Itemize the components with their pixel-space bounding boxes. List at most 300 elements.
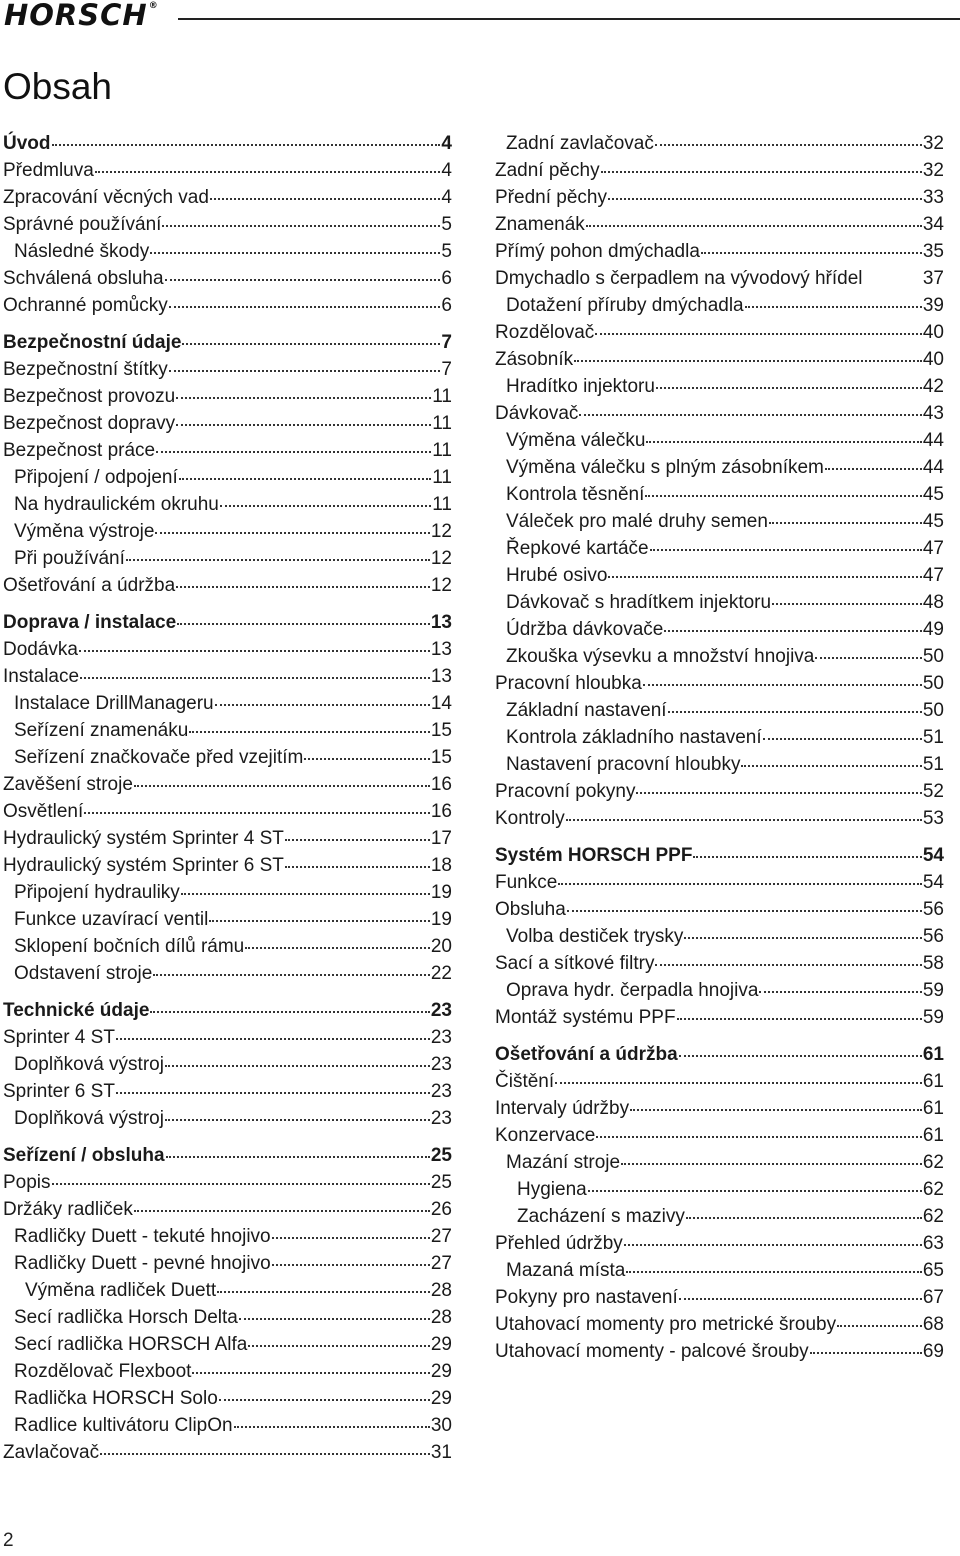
toc-entry[interactable] <box>495 508 944 535</box>
toc-entry-page: 28 <box>430 1307 452 1328</box>
toc-entry-title: Sprinter 6 ST <box>3 1081 115 1102</box>
toc-entry-title: Následné škody <box>14 241 150 262</box>
toc-entry-page: 23 <box>430 1108 452 1129</box>
toc-entry[interactable] <box>3 798 452 825</box>
dot-leader <box>684 936 921 939</box>
toc-entry[interactable] <box>495 562 944 589</box>
toc-entry-page: 15 <box>430 747 452 768</box>
toc-entry[interactable] <box>3 238 452 265</box>
toc-entry[interactable] <box>3 636 452 663</box>
toc-entry[interactable] <box>3 356 452 383</box>
toc-entry-title: Sací a sítkové filtry <box>495 953 655 974</box>
dot-leader <box>181 892 430 895</box>
dot-leader <box>162 224 440 227</box>
toc-entry[interactable] <box>495 130 944 157</box>
toc-entry-title: Bezpečnost dopravy <box>3 413 176 434</box>
dot-leader <box>52 143 441 146</box>
toc-section-heading[interactable] <box>3 329 452 356</box>
toc-entry[interactable] <box>3 292 452 319</box>
toc-entry-page: 29 <box>430 1388 452 1409</box>
toc-entry-page: 51 <box>922 754 944 775</box>
toc-entry-page: 51 <box>922 727 944 748</box>
toc-entry-title: Základní nastavení <box>506 700 667 721</box>
toc-entry[interactable] <box>3 1304 452 1331</box>
toc-section-heading[interactable] <box>3 130 452 157</box>
toc-entry[interactable] <box>495 1176 944 1203</box>
toc-entry[interactable] <box>3 157 452 184</box>
toc-entry-page: 25 <box>430 1145 452 1166</box>
toc-entry[interactable] <box>495 869 944 896</box>
toc-entry-title: Sprinter 4 ST <box>3 1027 115 1048</box>
toc-entry-title: Kontroly <box>495 808 565 829</box>
toc-entry[interactable] <box>495 1311 944 1338</box>
toc-entry[interactable] <box>3 265 452 292</box>
page-header <box>0 0 960 34</box>
toc-entry-page: 17 <box>430 828 452 849</box>
toc-entry-page: 32 <box>922 133 944 154</box>
toc-entry-page: 5 <box>441 241 452 262</box>
toc-entry-title: Výměna výstroje <box>14 521 155 542</box>
toc-entry[interactable] <box>495 589 944 616</box>
toc-entry-title: Připojení hydrauliky <box>14 882 180 903</box>
toc-entry-page: 23 <box>430 1081 452 1102</box>
dot-leader <box>693 855 921 858</box>
toc-entry-title: Váleček pro malé druhy semen <box>506 511 768 532</box>
toc-entry[interactable] <box>495 319 944 346</box>
toc-entry[interactable] <box>3 383 452 410</box>
toc-entry-page: 67 <box>922 1287 944 1308</box>
toc-entry[interactable] <box>3 1412 452 1439</box>
toc-entry-title: Obsluha <box>495 899 566 920</box>
toc-entry-title: Doplňková výstroj <box>14 1108 164 1129</box>
toc-entry-page: 61 <box>922 1125 944 1146</box>
toc-entry-title: Dmychadlo s čerpadlem na vývodový hřídel <box>495 268 863 289</box>
toc-entry-page: 53 <box>922 808 944 829</box>
toc-entry[interactable] <box>3 184 452 211</box>
toc-entry-title: Zavlačovač <box>3 1442 100 1463</box>
toc-entry-title: Osvětlení <box>3 801 84 822</box>
toc-entry-title: Předmluva <box>3 160 94 181</box>
toc-entry-title: Nastavení pracovní hloubky <box>506 754 741 775</box>
toc-entry[interactable] <box>495 950 944 977</box>
toc-entry[interactable] <box>495 535 944 562</box>
toc-entry-title: Zkouška výsevku a množství hnojiva <box>506 646 815 667</box>
dot-leader <box>95 170 441 173</box>
dot-leader <box>192 1371 429 1374</box>
toc-entry[interactable] <box>495 481 944 508</box>
toc-entry[interactable] <box>495 373 944 400</box>
toc-entry-page: 32 <box>922 160 944 181</box>
toc-entry-page: 44 <box>922 430 944 451</box>
toc-entry-page: 61 <box>922 1044 944 1065</box>
toc-entry-title: Hradítko injektoru <box>506 376 655 397</box>
dot-leader <box>239 1317 430 1320</box>
dot-leader <box>153 973 430 976</box>
toc-entry-title: Technické údaje <box>3 1000 150 1021</box>
toc-entry[interactable] <box>495 643 944 670</box>
dot-leader <box>176 396 431 399</box>
toc-entry-title: Rozdělovač Flexboot <box>14 1361 192 1382</box>
dot-leader <box>863 280 923 281</box>
toc-entry-page: 65 <box>922 1260 944 1281</box>
toc-entry[interactable] <box>495 1230 944 1257</box>
toc-entry-page: 42 <box>922 376 944 397</box>
dot-leader <box>596 1135 922 1138</box>
toc-entry-title: Držáky radliček <box>3 1199 133 1220</box>
toc-entry-title: Výměna radliček Duett <box>25 1280 217 1301</box>
dot-leader <box>759 990 921 993</box>
toc-entry-title: Řepkové kartáče <box>506 538 649 559</box>
toc-entry-title: Radličky Duett - pevné hnojivo <box>14 1253 271 1274</box>
toc-entry-title: Seřízení značkovače před vzejitím <box>14 747 304 768</box>
dot-leader <box>837 1324 922 1327</box>
toc-entry[interactable] <box>3 1078 452 1105</box>
dot-leader <box>621 1162 922 1165</box>
dot-leader <box>165 1064 430 1067</box>
toc-entry-title: Odstavení stroje <box>14 963 153 984</box>
dot-leader <box>608 197 922 200</box>
toc-entry-page: 4 <box>441 160 452 181</box>
toc-entry-title: Hygiena <box>517 1179 587 1200</box>
toc-entry-page: 58 <box>922 953 944 974</box>
section-gap <box>3 319 452 329</box>
toc-entry[interactable] <box>495 1068 944 1095</box>
toc-entry-page: 7 <box>441 359 452 380</box>
dot-leader <box>772 602 922 605</box>
toc-entry[interactable] <box>495 697 944 724</box>
toc-entry[interactable] <box>495 1284 944 1311</box>
toc-entry-page: 23 <box>430 1000 452 1021</box>
toc-entry-page: 11 <box>432 440 452 461</box>
toc-entry-title: Znamenák <box>495 214 585 235</box>
toc-entry-page: 30 <box>430 1415 452 1436</box>
dot-leader <box>176 585 430 588</box>
toc-entry-title: Rozdělovač <box>495 322 595 343</box>
toc-entry-page: 37 <box>922 268 944 289</box>
toc-entry[interactable] <box>495 1257 944 1284</box>
dot-leader <box>636 791 921 794</box>
dot-leader <box>566 818 922 821</box>
toc-entry[interactable] <box>3 663 452 690</box>
toc-entry-page: 14 <box>430 693 452 714</box>
dot-leader <box>219 1398 430 1401</box>
dot-leader <box>579 413 921 416</box>
toc-entry[interactable] <box>3 1358 452 1385</box>
toc-entry-page: 19 <box>430 882 452 903</box>
toc-entry-title: Hydraulický systém Sprinter 6 ST <box>3 855 284 876</box>
toc-entry-page: 4 <box>441 187 452 208</box>
section-gap <box>3 599 452 609</box>
dot-leader <box>741 764 921 767</box>
toc-entry[interactable] <box>495 778 944 805</box>
toc-entry-page: 62 <box>922 1152 944 1173</box>
toc-entry[interactable] <box>3 1169 452 1196</box>
toc-entry-title: Doprava / instalace <box>3 612 177 633</box>
dot-leader <box>679 1054 922 1057</box>
toc-entry-title: Dotažení příruby dmýchadla <box>506 295 744 316</box>
toc-entry[interactable] <box>495 1122 944 1149</box>
toc-entry[interactable] <box>495 1149 944 1176</box>
toc-entry[interactable] <box>3 1024 452 1051</box>
toc-entry-page: 23 <box>430 1027 452 1048</box>
toc-entry[interactable] <box>495 400 944 427</box>
toc-entry[interactable] <box>3 211 452 238</box>
toc-entry[interactable] <box>495 923 944 950</box>
toc-entry-page: 49 <box>922 619 944 640</box>
dot-leader <box>586 224 922 227</box>
toc-entry-title: Secí radlička Horsch Delta <box>14 1307 238 1328</box>
toc-entry-page: 20 <box>430 936 452 957</box>
toc-entry-title: Radličky Duett - tekuté hnojivo <box>14 1226 271 1247</box>
toc-entry[interactable] <box>3 933 452 960</box>
toc-entry[interactable] <box>495 670 944 697</box>
toc-entry[interactable] <box>3 879 452 906</box>
dot-leader <box>150 251 440 254</box>
toc-entry-page: 54 <box>922 845 944 866</box>
dot-leader <box>745 305 922 308</box>
toc-entry-title: Zpracování věcných vad <box>3 187 209 208</box>
toc-section-heading[interactable] <box>3 997 452 1024</box>
toc-entry[interactable] <box>3 545 452 572</box>
toc-entry[interactable] <box>3 410 452 437</box>
toc-entry-title: Výměna válečku <box>506 430 646 451</box>
dot-leader <box>285 838 430 841</box>
toc-entry-title: Zadní zavlačovač <box>506 133 654 154</box>
page-title: Obsah <box>3 66 113 107</box>
toc-section-heading[interactable] <box>3 1142 452 1169</box>
toc-entry[interactable] <box>3 717 452 744</box>
dot-leader <box>624 1243 922 1246</box>
toc-entry-page: 62 <box>922 1206 944 1227</box>
toc-entry-page: 29 <box>430 1334 452 1355</box>
toc-entry-title: Pracovní hloubka <box>495 673 642 694</box>
dot-leader <box>825 467 922 470</box>
toc-entry[interactable] <box>3 464 452 491</box>
toc-entry[interactable] <box>495 805 944 832</box>
toc-entry-page: 6 <box>441 295 452 316</box>
toc-entry-page: 4 <box>441 133 452 154</box>
toc-entry-page: 34 <box>922 214 944 235</box>
toc-entry-title: Údržba dávkovače <box>506 619 664 640</box>
toc-entry[interactable] <box>3 1439 452 1466</box>
toc-entry-title: Oprava hydr. čerpadla hnojiva <box>506 980 759 1001</box>
toc-entry-page: 50 <box>922 700 944 721</box>
toc-entry-title: Ošetřování a údržba <box>495 1044 678 1065</box>
dot-leader <box>79 649 430 652</box>
toc-entry[interactable] <box>3 825 452 852</box>
toc-entry[interactable] <box>495 427 944 454</box>
toc-entry[interactable] <box>495 211 944 238</box>
toc-entry-page: 18 <box>430 855 452 876</box>
toc-entry-page: 13 <box>430 666 452 687</box>
dot-leader <box>763 737 922 740</box>
dot-leader <box>217 1290 430 1293</box>
toc-entry-page: 12 <box>430 521 452 542</box>
toc-entry-page: 12 <box>430 575 452 596</box>
toc-section-heading[interactable] <box>3 609 452 636</box>
toc-entry[interactable] <box>3 771 452 798</box>
dot-leader <box>150 1010 429 1013</box>
toc-entry-title: Radlička HORSCH Solo <box>14 1388 218 1409</box>
toc-entry-title: Při používání <box>14 548 125 569</box>
toc-entry[interactable] <box>3 491 452 518</box>
toc-entry-page: 68 <box>922 1314 944 1335</box>
dot-leader <box>643 683 922 686</box>
section-gap <box>3 1132 452 1142</box>
toc-entry[interactable] <box>495 977 944 1004</box>
dot-leader <box>156 450 431 453</box>
toc-entry-title: Dávkovač s hradítkem injektoru <box>506 592 772 613</box>
dot-leader <box>177 622 430 625</box>
toc-entry[interactable] <box>3 1051 452 1078</box>
toc-entry-page: 62 <box>922 1179 944 1200</box>
toc-entry[interactable] <box>3 1277 452 1304</box>
toc-left-column <box>3 130 452 1466</box>
dot-leader <box>655 963 921 966</box>
toc-entry[interactable] <box>3 1196 452 1223</box>
logo-text: HORSCH <box>4 0 148 32</box>
toc-entry-page: 31 <box>430 1442 452 1463</box>
toc-entry-page: 63 <box>922 1233 944 1254</box>
toc-entry-page: 13 <box>430 612 452 633</box>
dot-leader <box>701 251 922 254</box>
toc-entry-title: Bezpečnostní štítky <box>3 359 168 380</box>
toc-entry-title: Mazání stroje <box>506 1152 621 1173</box>
dot-leader <box>574 359 922 362</box>
dot-leader <box>664 629 921 632</box>
toc-entry-title: Přímý pohon dmýchadla <box>495 241 700 262</box>
dot-leader <box>646 440 921 443</box>
dot-leader <box>630 1108 922 1111</box>
toc-entry-title: Zásobník <box>495 349 574 370</box>
dot-leader <box>679 1297 922 1300</box>
dot-leader <box>209 919 430 922</box>
dot-leader <box>165 1118 430 1121</box>
toc-entry-page: 50 <box>922 646 944 667</box>
toc-entry-title: Systém HORSCH PPF <box>495 845 693 866</box>
toc-entry[interactable] <box>495 157 944 184</box>
toc-entry-title: Správné používání <box>3 214 162 235</box>
toc-entry[interactable] <box>3 437 452 464</box>
dot-leader <box>248 1344 430 1347</box>
toc-entry[interactable] <box>3 1385 452 1412</box>
toc-entry-page: 25 <box>430 1172 452 1193</box>
toc-entry-title: Bezpečnostní údaje <box>3 332 182 353</box>
toc-entry[interactable] <box>495 292 944 319</box>
dot-leader <box>285 865 430 868</box>
toc-entry-page: 44 <box>922 457 944 478</box>
toc-entry[interactable] <box>495 1095 944 1122</box>
toc-entry[interactable] <box>3 906 452 933</box>
toc-entry-page: 7 <box>441 332 452 353</box>
toc-entry[interactable] <box>3 1331 452 1358</box>
toc-entry-title: Doplňková výstroj <box>14 1054 164 1075</box>
dot-leader <box>210 197 440 200</box>
toc-entry[interactable] <box>3 1250 452 1277</box>
dot-leader <box>166 1155 430 1158</box>
toc-entry-page: 33 <box>922 187 944 208</box>
dot-leader <box>126 558 430 561</box>
section-gap <box>3 987 452 997</box>
dot-leader <box>677 1017 922 1020</box>
dot-leader <box>169 305 441 308</box>
toc-entry-title: Čištění <box>495 1071 555 1092</box>
toc-entry-page: 11 <box>432 494 452 515</box>
dot-leader <box>272 1236 430 1239</box>
dot-leader <box>84 811 430 814</box>
toc-entry-page: 54 <box>922 872 944 893</box>
toc-entry[interactable] <box>3 960 452 987</box>
toc-entry[interactable] <box>495 454 944 481</box>
toc-entry[interactable] <box>495 238 944 265</box>
dot-leader <box>220 504 431 507</box>
dot-leader <box>165 278 441 281</box>
toc-section-heading[interactable] <box>495 1041 944 1068</box>
toc-entry-page: 48 <box>922 592 944 613</box>
toc-entry-title: Bezpečnost práce <box>3 440 156 461</box>
toc-entry-title: Instalace <box>3 666 80 687</box>
toc-entry-page: 47 <box>922 538 944 559</box>
toc-entry[interactable] <box>495 1203 944 1230</box>
dot-leader <box>116 1037 430 1040</box>
toc-entry[interactable] <box>3 518 452 545</box>
toc-entry-title: Hrubé osivo <box>506 565 608 586</box>
toc-entry-title: Popis <box>3 1172 51 1193</box>
toc-entry[interactable] <box>495 1004 944 1031</box>
toc-entry[interactable] <box>495 616 944 643</box>
dot-leader <box>215 703 430 706</box>
toc-entry-page: 61 <box>922 1098 944 1119</box>
toc-entry-title: Utahovací momenty pro metrické šrouby <box>495 1314 837 1335</box>
toc-entry-title: Přehled údržby <box>495 1233 623 1254</box>
toc-entry[interactable] <box>3 1105 452 1132</box>
dot-leader <box>815 656 922 659</box>
toc-entry[interactable] <box>495 265 944 292</box>
toc-entry-page: 28 <box>430 1280 452 1301</box>
toc-entry-page: 29 <box>430 1361 452 1382</box>
dot-leader <box>245 946 430 949</box>
dot-leader <box>645 494 921 497</box>
toc-entry-page: 15 <box>430 720 452 741</box>
dot-leader <box>304 757 430 760</box>
toc-entry[interactable] <box>495 751 944 778</box>
toc-entry-page: 47 <box>922 565 944 586</box>
dot-leader <box>769 521 922 524</box>
dot-leader <box>668 710 922 713</box>
toc-entry-page: 11 <box>432 413 452 434</box>
toc-entry[interactable] <box>495 1338 944 1365</box>
toc-entry[interactable] <box>3 852 452 879</box>
toc-entry-title: Zadní pěchy <box>495 160 600 181</box>
toc-entry[interactable] <box>3 744 452 771</box>
toc-entry[interactable] <box>495 724 944 751</box>
toc-entry-page: 50 <box>922 673 944 694</box>
toc-section-heading[interactable] <box>495 842 944 869</box>
toc-entry-title: Funkce <box>495 872 558 893</box>
dot-leader <box>155 531 429 534</box>
toc-entry[interactable] <box>3 690 452 717</box>
toc-entry[interactable] <box>3 572 452 599</box>
toc-entry[interactable] <box>495 346 944 373</box>
section-gap <box>495 1031 944 1041</box>
toc-entry[interactable] <box>3 1223 452 1250</box>
toc-entry-title: Zacházení s mazivy <box>517 1206 685 1227</box>
toc-entry[interactable] <box>495 184 944 211</box>
toc-entry[interactable] <box>495 896 944 923</box>
horsch-logo <box>4 0 159 32</box>
toc-entry-page: 13 <box>430 639 452 660</box>
toc-entry-page: 22 <box>430 963 452 984</box>
